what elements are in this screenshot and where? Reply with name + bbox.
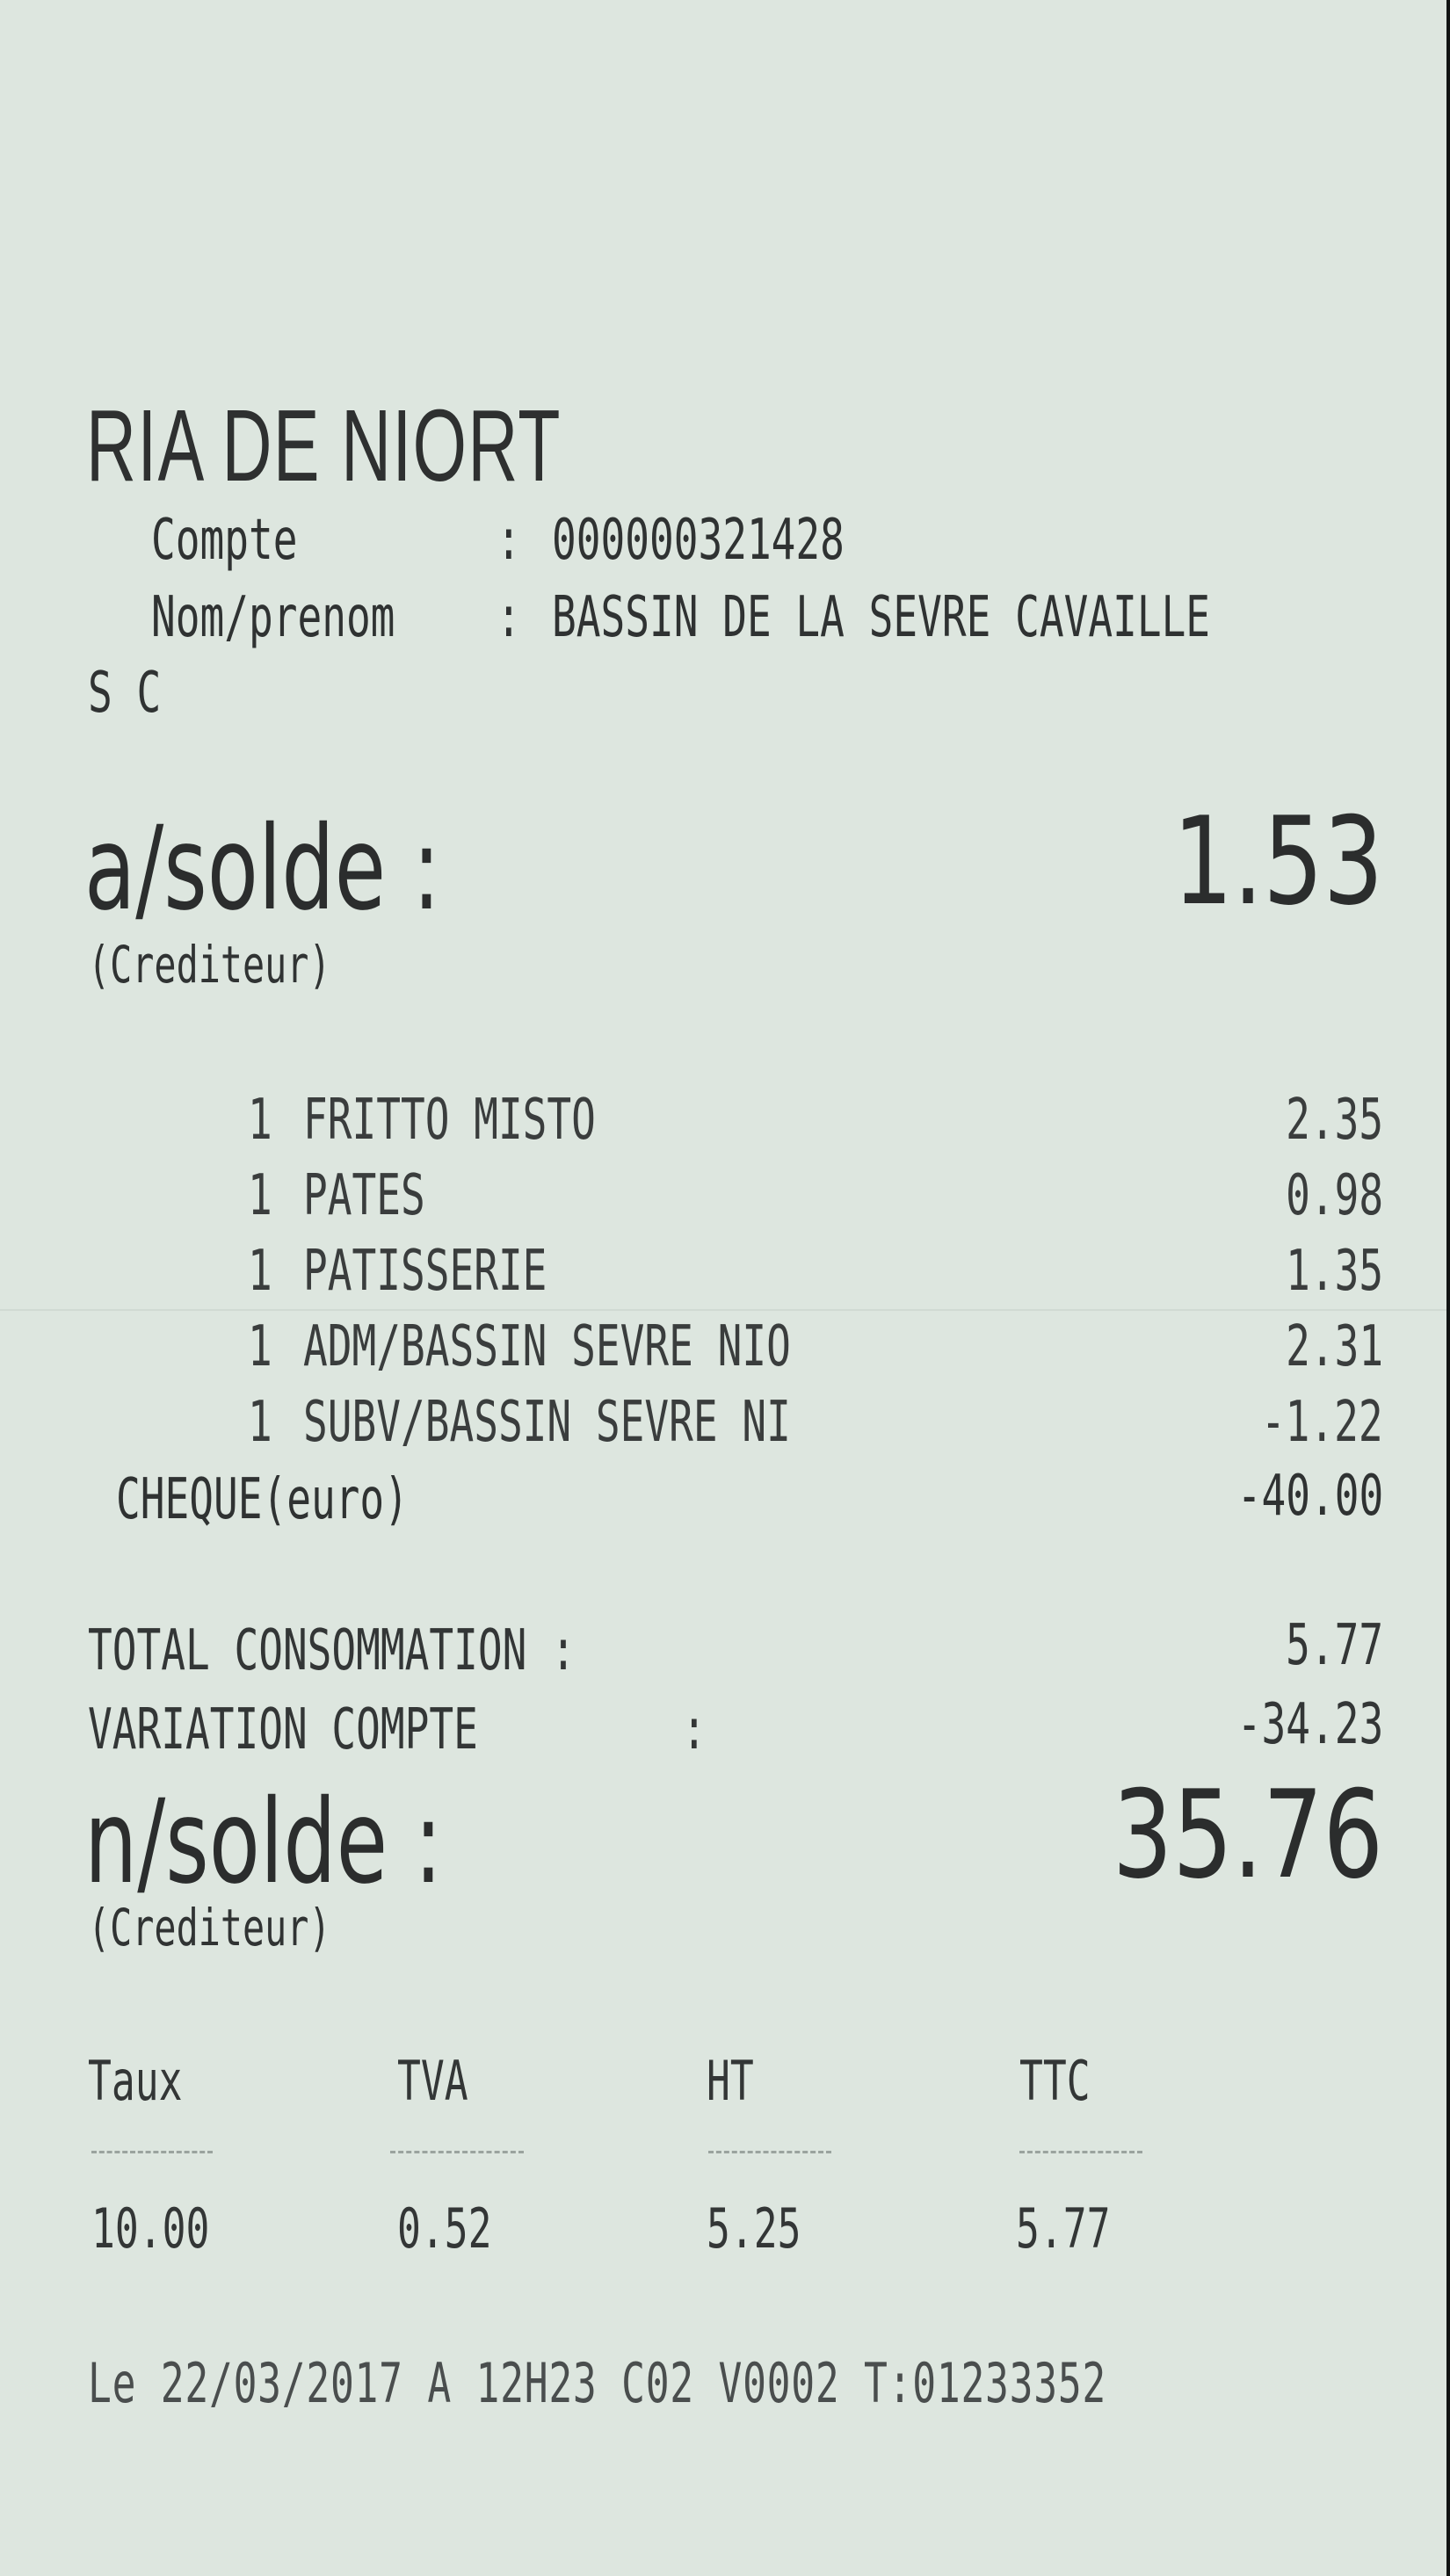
- tax-value-ht: 5.25: [707, 2196, 801, 2261]
- payment-label: CHEQUE(euro): [116, 1467, 409, 1532]
- account-label: Compte: [151, 508, 298, 573]
- item-quantity: 1: [248, 1239, 272, 1304]
- tax-header-ht: HT: [707, 2049, 754, 2113]
- item-name: SUBV/BASSIN SEVRE NI: [303, 1390, 791, 1455]
- tax-value-rate: 10.00: [91, 2196, 210, 2261]
- previous-balance-value: 1.53: [1172, 791, 1383, 932]
- item-price: 1.35: [1286, 1239, 1383, 1304]
- account-separator: :: [497, 508, 521, 573]
- variation-separator: :: [682, 1697, 707, 1762]
- store-name: RIA DE NIORT: [86, 388, 562, 503]
- tax-divider: [1019, 2151, 1142, 2153]
- paper-crease: [0, 1309, 1446, 1311]
- name-separator: :: [497, 585, 521, 650]
- item-price: -1.22: [1261, 1390, 1383, 1455]
- item-name: PATISSERIE: [303, 1239, 547, 1304]
- name-value: BASSIN DE LA SEVRE CAVAILLE: [552, 585, 1211, 650]
- tax-value-ttc: 5.77: [1016, 2196, 1111, 2261]
- previous-balance-status: (Crediteur): [88, 935, 331, 995]
- new-balance-value: 35.76: [1112, 1764, 1383, 1906]
- item-quantity: 1: [248, 1163, 272, 1228]
- tax-header-rate: Taux: [88, 2049, 183, 2113]
- tax-divider: [708, 2151, 831, 2153]
- previous-balance-label: a/solde :: [84, 801, 441, 937]
- item-name: ADM/BASSIN SEVRE NIO: [303, 1314, 791, 1379]
- account-value: 000000321428: [552, 508, 845, 573]
- tax-divider: [91, 2151, 213, 2153]
- payment-value: -40.00: [1236, 1464, 1383, 1529]
- item-price: 0.98: [1286, 1163, 1383, 1228]
- tax-value-vat: 0.52: [397, 2196, 492, 2261]
- variation-value: -34.23: [1236, 1692, 1383, 1757]
- item-name: PATES: [303, 1163, 425, 1228]
- item-quantity: 1: [248, 1390, 272, 1455]
- tax-divider: [390, 2151, 524, 2153]
- variation-label: VARIATION COMPTE: [88, 1697, 478, 1762]
- item-quantity: 1: [248, 1314, 272, 1379]
- item-quantity: 1: [248, 1088, 272, 1153]
- transaction-footer: Le 22/03/2017 A 12H23 C02 V0002 T:01233352: [88, 2351, 1107, 2415]
- new-balance-label: n/solde :: [84, 1775, 443, 1910]
- item-price: 2.35: [1286, 1088, 1383, 1153]
- name-value-continued: S C: [88, 661, 162, 726]
- name-label: Nom/prenom: [151, 585, 395, 650]
- total-consumption-label: TOTAL CONSOMMATION :: [88, 1618, 576, 1683]
- new-balance-status: (Crediteur): [88, 1898, 331, 1957]
- tax-header-vat: TVA: [397, 2049, 468, 2113]
- item-name: FRITTO MISTO: [303, 1088, 596, 1153]
- total-consumption-value: 5.77: [1286, 1613, 1383, 1678]
- tax-header-ttc: TTC: [1019, 2049, 1091, 2113]
- item-price: 2.31: [1286, 1314, 1383, 1379]
